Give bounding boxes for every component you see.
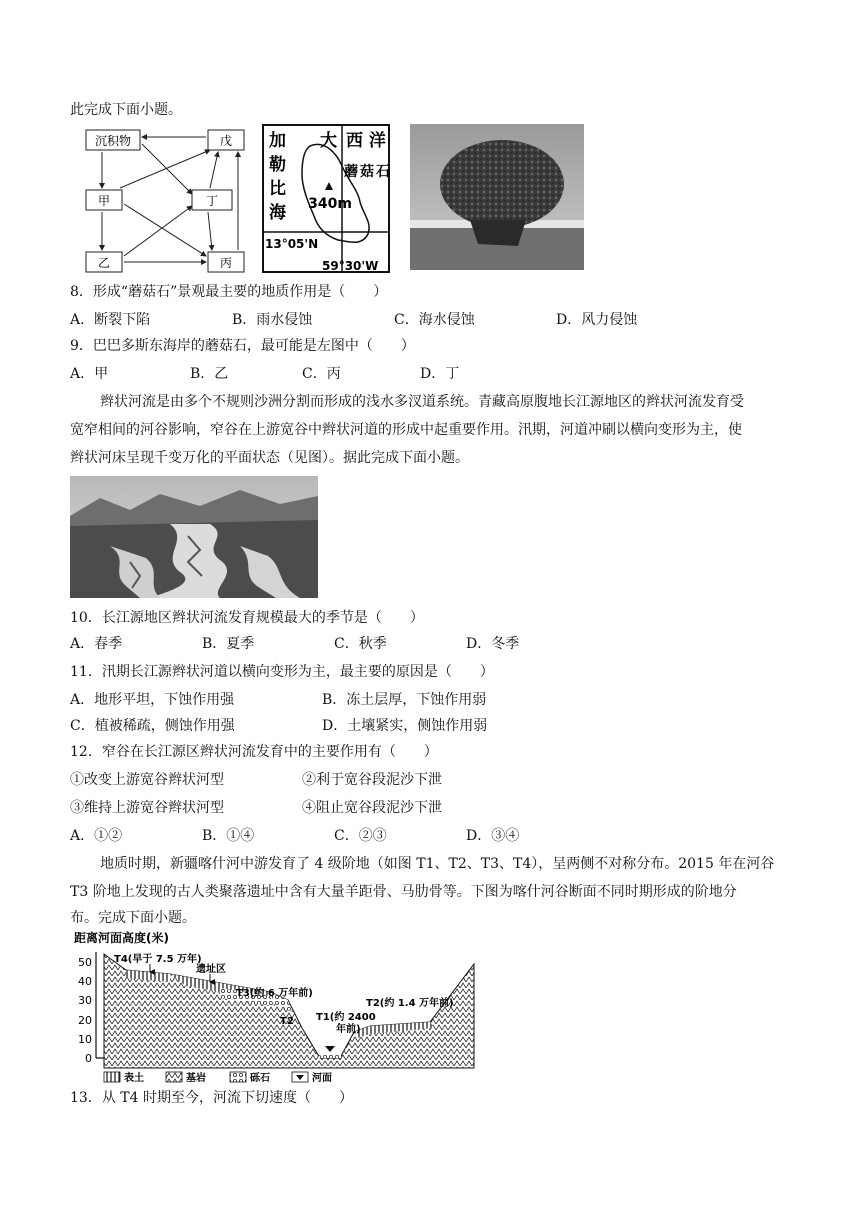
barbados-map (262, 124, 390, 274)
terrace-t2-left-label: T2 (280, 1016, 294, 1027)
node-yi: 乙 (97, 256, 111, 270)
q12-statement-1: ①改变上游宽谷辫状河型 (70, 772, 224, 788)
q10-option-a[interactable]: A．春季 (70, 636, 123, 652)
para2-line-3: 辫状河床呈现千变万化的平面状态（见图）。据此完成下面小题。 (70, 450, 469, 466)
node-sediment: 沉积物 (94, 134, 132, 148)
q11-option-c[interactable]: C．植被稀疏，侧蚀作用强 (70, 718, 235, 734)
sea-char-4: 海 (269, 203, 286, 223)
q11-stem: 11．汛期长江源辫状河道以横向变形为主，最主要的原因是（ ） (70, 664, 494, 680)
q11-option-d[interactable]: D．土壤紧实，侧蚀作用弱 (322, 718, 488, 734)
latitude-label: 13°05'N (265, 237, 319, 251)
y-tick-0: 0 (85, 1052, 92, 1065)
q8-option-d[interactable]: D．风力侵蚀 (556, 312, 638, 328)
elevation-label: 340m (308, 196, 352, 212)
q8-stem: 8．形成“蘑菇石”景观最主要的地质作用是（ ） (70, 284, 388, 300)
terrace-cross-section (70, 928, 490, 1088)
y-tick-10: 10 (78, 1033, 92, 1046)
q12-option-d[interactable]: D．③④ (466, 828, 520, 844)
q11-option-a[interactable]: A．地形平坦，下蚀作用强 (70, 692, 235, 708)
mushroom-char-1: 蘑 (344, 164, 358, 180)
q12-option-b[interactable]: B．①④ (202, 828, 255, 844)
legend-topsoil: 表土 (124, 1073, 144, 1084)
q9-option-b[interactable]: B．乙 (190, 366, 229, 382)
node-bing: 丙 (219, 256, 233, 270)
q8-option-c[interactable]: C．海水侵蚀 (394, 312, 475, 328)
legend-river: 河面 (312, 1073, 332, 1084)
q12-statement-2: ②利于宽谷段泥沙下泄 (302, 772, 442, 788)
q9-stem: 9．巴巴多斯东海岸的蘑菇石，最可能是左图中（ ） (70, 338, 415, 354)
ocean-char-1: 大 (320, 131, 337, 151)
q10-stem: 10．长江源地区辫状河流发育规模最大的季节是（ ） (70, 610, 424, 626)
q9-option-c[interactable]: C．丙 (302, 366, 341, 382)
para2-line-2: 宽窄相间的河谷影响，窄谷在上游宽谷中辫状河道的形成中起重要作用。汛期，河道冲刷以横向变形为主，使 (70, 422, 742, 438)
terrace-t1-label-1: T1(约 2400 (316, 1012, 376, 1023)
ocean-char-2: 西 洋 (346, 131, 386, 151)
y-tick-30: 30 (78, 994, 92, 1007)
q9-option-d[interactable]: D．丁 (420, 366, 460, 382)
q9-option-a[interactable]: A．甲 (70, 366, 109, 382)
sea-char-1: 加 (269, 131, 286, 151)
terrace-t3-label: T3(约 6 万年前) (236, 988, 313, 999)
longitude-label: 59°30'W (322, 259, 379, 273)
braided-river-photo (70, 476, 318, 598)
q12-statement-3: ③维持上游宽谷辫状河型 (70, 800, 224, 816)
q12-statement-4: ④阻止宽谷段泥沙下泄 (302, 800, 442, 816)
q8-option-a[interactable]: A．断裂下陷 (70, 312, 151, 328)
q10-option-d[interactable]: D．冬季 (466, 636, 520, 652)
y-tick-20: 20 (78, 1014, 92, 1027)
node-jia: 甲 (97, 194, 111, 208)
terrace-t1-label-2: 年前) (336, 1024, 361, 1035)
y-tick-40: 40 (78, 975, 92, 988)
para3-line-2: T3 阶地上发现的古人类聚落遗址中含有大量羊距骨、马肋骨等。下图为喀什河谷断面不同时期形成的阶地分 (70, 884, 737, 900)
para3-line-3: 布。完成下面小题。 (70, 910, 196, 926)
mushroom-rock-photo (410, 124, 584, 270)
q12-stem: 12．窄谷在长江源区辫状河流发育中的主要作用有（ ） (70, 744, 438, 760)
rock-cycle-diagram (80, 122, 260, 274)
legend-bedrock: 基岩 (186, 1073, 206, 1084)
mushroom-char-3: 石 (376, 164, 390, 180)
para3-line-1: 地质时期，新疆喀什河中游发育了 4 级阶地（如图 T1、T2、T3、T4），呈两侧不对称分布。2015 年在河谷 (100, 856, 775, 872)
legend-gravel: 砾石 (250, 1073, 270, 1084)
terrace-t2-right-label: T2(约 1.4 万年前) (366, 998, 454, 1009)
q8-option-b[interactable]: B．雨水侵蚀 (232, 312, 313, 328)
terrace-y-label: 距离河面高度(米) (74, 931, 169, 945)
para2-line-1: 辫状河流是由多个不规则沙洲分割而形成的浅水多汊道系统。青藏高原腹地长江源地区的辫状河流发育受 (100, 394, 744, 410)
q12-option-c[interactable]: C．②③ (334, 828, 387, 844)
q13-stem: 13．从 T4 时期至今，河流下切速度（ ） (70, 1090, 353, 1106)
sea-char-2: 勒 (269, 155, 286, 175)
terrace-t4-label: T4(早于 7.5 万年) (114, 954, 202, 965)
intro-tail: 此完成下面小题。 (70, 102, 182, 118)
q10-option-b[interactable]: B．夏季 (202, 636, 255, 652)
y-tick-50: 50 (78, 956, 92, 969)
q12-option-a[interactable]: A．①② (70, 828, 123, 844)
node-wu: 戊 (219, 134, 233, 148)
mushroom-char-2: 菇 (360, 164, 374, 180)
terrace-site-label: 遗址区 (196, 964, 226, 975)
sea-char-3: 比 (269, 179, 286, 199)
node-ding: 丁 (205, 194, 219, 208)
q10-option-c[interactable]: C．秋季 (334, 636, 387, 652)
q11-option-b[interactable]: B．冻土层厚，下蚀作用弱 (322, 692, 487, 708)
